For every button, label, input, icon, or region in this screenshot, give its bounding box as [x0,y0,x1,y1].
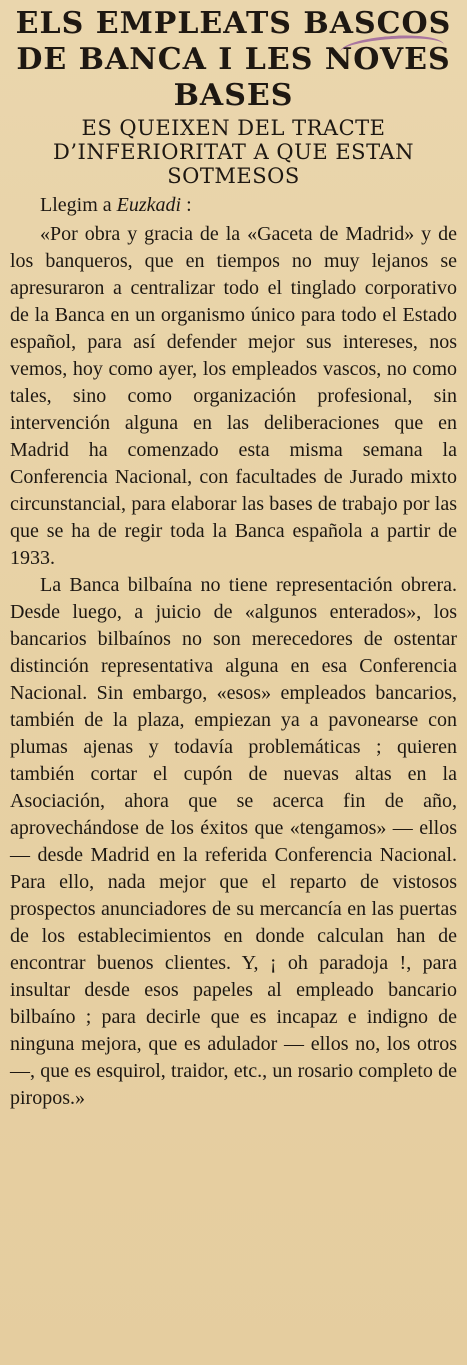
article-body [10,192,457,1112]
article-subheadline: ES QUEIXEN DEL TRACTE D’INFERIORITAT A QUE ESTAN SOTMESOS [53,116,414,188]
source-name: Euzkadi [116,194,182,216]
paragraph-2: La Banca bilbaína no tiene representación obrera. Desde luego, a juicio de «algunos enterados», los bancarios bilbaínos no son merecedores de ostentar distinción representativa alguna en esa Conferencia Nacional. Sin embargo, «esos» empleados bancarios, también de la plaza, empiezan ya a pavonearse con plumas ajenas y todavía problemáticas ; quieren también cortar el cupón de nuevas altas en la Asociación, ahora que se acerca fin de año, aprovechándose de los éxitos que «tengamos» — ellos — desde Madrid en la referida Conferencia Nacional. Para ello, nada mejor que el reparto de vistosos prospectos anunciadores de su mercancía en las puertas de los establecimientos en donde calculan han de encontrar buenos clientes. Y, ¡ oh paradoja !, para insultar desde esos papeles al empleado bancario bilbaíno ; para decirle que es incapaz e indigno de ninguna mejora, que es adulador — ellos no, los otros —, que es esquirol, traidor, etc., un rosario completo de piropos.» [10,574,457,1109]
article-headline: ELS EMPLEATS BASCOS DE BANCA I LES NOVES BASES [15,6,452,113]
intro-line [10,192,457,219]
paragraph-1: «Por obra y gracia de la «Gaceta de Madrid» y de los banqueros, que en tiempos no muy lejanos se apresuraron a centralizar todo el tinglado corporativo de la Banca en un organismo único para todo el Estado español, para así defender mejor sus intereses, nos vemos, hoy como ayer, los empleados vascos, no como tales, sino como organización profesional, sin intervención alguna en las deliberaciones que en Madrid ha comenzado esta misma semana la Conferencia Nacional, con facultades de Jurado mixto circunstancial, para elaborar las bases de trabajo por las que se ha de regir toda la Banca española a partir de 1933. [10,223,457,569]
intro-prefix: Llegim a [40,194,117,216]
intro-suffix: : [181,194,192,216]
